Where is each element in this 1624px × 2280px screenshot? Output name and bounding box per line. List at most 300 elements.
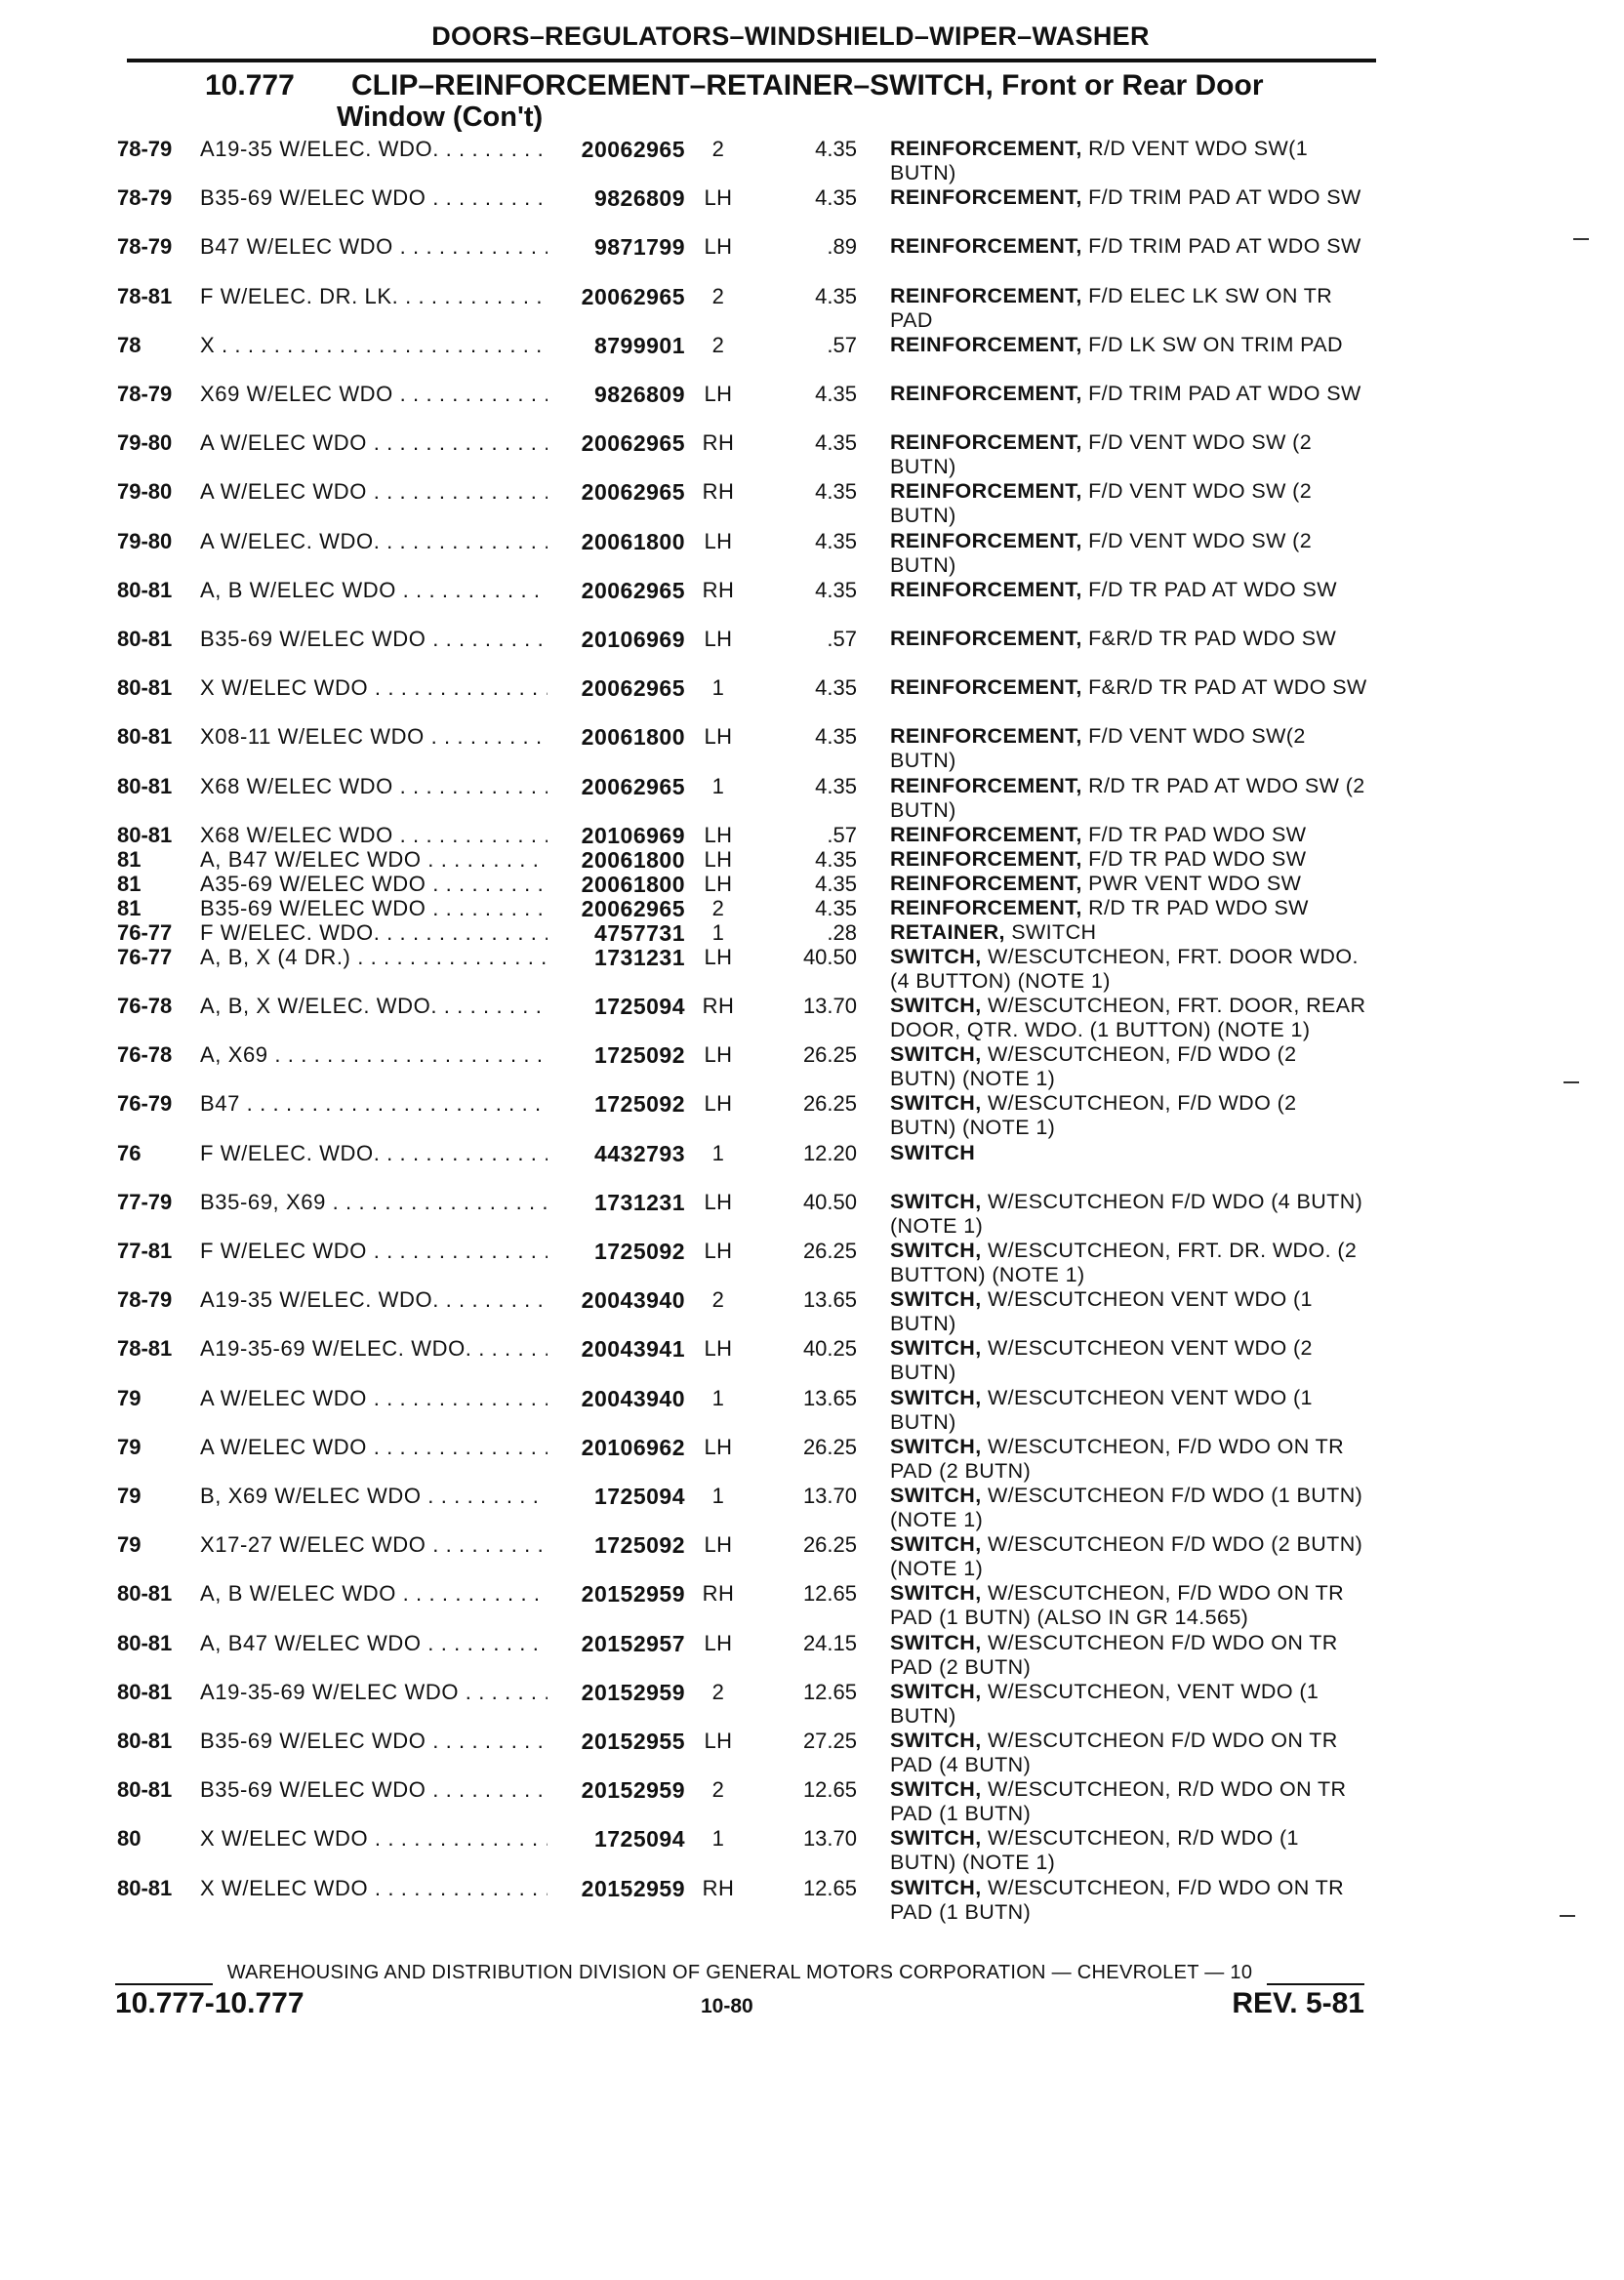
row-application: F W/ELEC. WDO. . . . (200, 920, 548, 946)
row-years: 76 (117, 1140, 142, 1165)
row-description-text: W/ESCUTCHEON VENT WDO (2 BUTN) (890, 1336, 1313, 1385)
row-description (890, 137, 1368, 185)
row-description-type: SWITCH, (890, 1091, 982, 1116)
footer-range: 10.777-10.777 (115, 1987, 304, 2019)
row-part-number: 20106969 (581, 627, 685, 652)
row-part-number: 20152955 (581, 1729, 685, 1754)
row-price: 12.65 (802, 1581, 857, 1607)
row-application: X08-11 W/ELEC WDO . . . (200, 724, 548, 750)
row-price: 26.25 (802, 1042, 857, 1068)
row-part-number: 1725092 (593, 1042, 685, 1069)
table-row (0, 994, 1624, 1042)
margin-mark (1560, 1915, 1575, 1917)
table-row (0, 847, 1624, 872)
row-description-type: REINFORCEMENT, (890, 871, 1082, 895)
table-row (0, 1729, 1624, 1777)
row-quantity: RH (702, 479, 735, 505)
row-price: 4.35 (815, 724, 857, 750)
row-years: 77-81 (117, 1239, 173, 1263)
row-description (890, 1876, 1368, 1925)
row-part-number: 20043940 (581, 1287, 685, 1314)
row-price: 4.35 (815, 773, 857, 798)
row-description-text: F/D VENT WDO SW (2 BUTN) (890, 430, 1313, 479)
row-application: B47 . . . (200, 1091, 548, 1117)
row-application: B35-69 W/ELEC WDO . . . (200, 185, 548, 211)
row-description-text: F/D TRIM PAD AT WDO SW (1088, 185, 1361, 210)
row-part-number: 1725092 (593, 1532, 685, 1559)
section-title-line2: Window (Con't) (337, 102, 544, 133)
row-description-type: RETAINER, (890, 919, 1005, 944)
row-description-type: SWITCH, (890, 1189, 982, 1213)
row-application: X68 W/ELEC WDO . . . (200, 774, 548, 799)
row-application: A19-35 W/ELEC. WDO. . . . (200, 1287, 548, 1313)
row-price: 13.65 (802, 1287, 857, 1313)
row-description (890, 479, 1368, 528)
row-years: 76-77 (117, 944, 173, 969)
row-description-type: SWITCH, (890, 1679, 982, 1703)
row-description-type: REINFORCEMENT, (890, 846, 1082, 871)
row-application: A19-35 W/ELEC. WDO. . . . (200, 137, 548, 162)
section-title-line1: CLIP–REINFORCEMENT–RETAINER–SWITCH, Front or Rear Door (351, 69, 1264, 102)
row-description-text: R/D VENT WDO SW(1 BUTN) (890, 137, 1309, 184)
table-row (0, 284, 1624, 333)
row-years: 80-81 (117, 822, 173, 847)
row-description-type: SWITCH, (890, 1729, 982, 1752)
row-description-type: REINFORCEMENT, (890, 675, 1082, 700)
row-description-type: SWITCH, (890, 1287, 982, 1312)
row-application: B47 W/ELEC WDO . . . (200, 234, 548, 260)
row-description (890, 1386, 1368, 1435)
row-description (890, 234, 1368, 259)
row-application: A, B W/ELEC WDO . . . (200, 1581, 548, 1607)
row-quantity: LH (704, 1091, 733, 1117)
row-years: 78-79 (117, 234, 173, 260)
table-row (0, 774, 1624, 823)
row-application: X . . . (200, 333, 548, 358)
row-description (890, 185, 1368, 210)
row-price: 4.35 (815, 479, 857, 505)
table-row (0, 1826, 1624, 1875)
footer-rule-right (1267, 1983, 1364, 1985)
row-description (890, 1042, 1368, 1091)
row-price: 4.35 (815, 137, 857, 161)
row-quantity: RH (702, 577, 735, 602)
row-price: 26.25 (802, 1091, 857, 1117)
row-price: 4.35 (815, 430, 857, 456)
row-price: 26.25 (802, 1532, 857, 1558)
row-description-text: F/D LK SW ON TRIM PAD (1088, 332, 1343, 356)
row-years: 79 (117, 1434, 142, 1459)
row-price: 40.25 (802, 1336, 857, 1362)
table-row (0, 1239, 1624, 1287)
row-years: 79 (117, 1484, 142, 1508)
row-description (890, 675, 1368, 700)
row-part-number: 20043940 (581, 1385, 685, 1411)
footer-division: WAREHOUSING AND DISTRIBUTION DIVISION OF GENERAL MOTORS CORPORATION — CHEVROLET — 10 (226, 1962, 1253, 1983)
row-quantity: LH (704, 1189, 733, 1214)
row-description (890, 284, 1368, 333)
row-description (890, 872, 1368, 896)
row-application: A, X69 . . . (200, 1042, 548, 1068)
row-description-text: W/ESCUTCHEON, FRT. DOOR, REAR DOOR, QTR. WDO. (1 BUTTON) (NOTE 1) (890, 994, 1366, 1041)
row-price: 24.15 (802, 1630, 857, 1655)
running-head: DOORS–REGULATORS–WINDSHIELD–WIPER–WASHER (431, 21, 1150, 51)
row-part-number: 20152959 (581, 1875, 685, 1901)
table-row (0, 1777, 1624, 1826)
row-quantity: RH (702, 994, 735, 1018)
table-row (0, 1287, 1624, 1336)
row-quantity: 2 (711, 1777, 725, 1803)
row-years: 79-80 (117, 430, 173, 456)
row-description-type: SWITCH, (890, 1630, 982, 1654)
row-application: F W/ELEC. DR. LK. . . . (200, 284, 548, 309)
row-application: X69 W/ELEC WDO . . . (200, 382, 548, 407)
table-row (0, 823, 1624, 847)
row-price: 12.65 (802, 1875, 857, 1900)
row-price: 13.70 (802, 1826, 857, 1852)
row-price: .57 (827, 822, 857, 847)
row-description (890, 1141, 1368, 1165)
row-description (890, 333, 1368, 357)
row-quantity: LH (704, 822, 733, 847)
row-price: 4.35 (815, 382, 857, 406)
row-part-number: 20152957 (581, 1630, 685, 1656)
row-application: X17-27 W/ELEC WDO . . . (200, 1532, 548, 1558)
row-years: 79-80 (117, 479, 173, 505)
row-description (890, 1287, 1368, 1336)
row-years: 78-79 (117, 1287, 173, 1313)
row-description (890, 724, 1368, 773)
table-row (0, 1680, 1624, 1729)
row-quantity: 1 (711, 1484, 725, 1508)
row-description (890, 1532, 1368, 1581)
row-quantity: 1 (711, 773, 725, 798)
row-part-number: 8799901 (593, 332, 685, 358)
row-part-number: 20062965 (581, 577, 685, 603)
row-quantity: RH (702, 1875, 735, 1900)
row-quantity: LH (704, 846, 733, 872)
row-part-number: 9826809 (593, 185, 685, 212)
row-price: 26.25 (802, 1434, 857, 1459)
row-description-text: W/ESCUTCHEON F/D WDO (1 BUTN) (NOTE 1) (890, 1484, 1363, 1531)
row-application: A W/ELEC WDO . . . (200, 1435, 548, 1460)
row-quantity: LH (704, 234, 733, 260)
row-application: A W/ELEC. WDO. . . . (200, 529, 548, 554)
row-application: B35-69 W/ELEC WDO . . . (200, 1777, 548, 1803)
row-description-type: SWITCH, (890, 1336, 982, 1361)
row-description-text: F&R/D TR PAD AT WDO SW (1088, 675, 1367, 700)
row-quantity: 2 (711, 283, 725, 308)
row-part-number: 20106969 (581, 822, 685, 848)
row-description-text: F/D TR PAD AT WDO SW (1088, 577, 1337, 601)
row-years: 78 (117, 332, 142, 357)
row-description (890, 1091, 1368, 1140)
row-quantity: LH (704, 871, 733, 896)
table-row (0, 430, 1624, 479)
row-description-text: W/ESCUTCHEON, F/D WDO (2 BUTN) (NOTE 1) (890, 1091, 1297, 1140)
row-years: 76-79 (117, 1091, 173, 1117)
row-description (890, 382, 1368, 406)
row-years: 80-81 (117, 675, 173, 701)
table-row (0, 1042, 1624, 1091)
row-part-number: 20062965 (581, 283, 685, 309)
row-application: A, B, X W/ELEC. WDO. . . . (200, 994, 548, 1019)
row-part-number: 20061800 (581, 724, 685, 751)
margin-mark (1573, 238, 1589, 240)
table-row (0, 1190, 1624, 1239)
row-price: 13.70 (802, 994, 857, 1018)
row-application: A35-69 W/ELEC WDO . . . (200, 872, 548, 897)
row-description-text: W/ESCUTCHEON, F/D WDO ON TR PAD (1 BUTN) (ALSO IN GR 14.565) (890, 1581, 1345, 1630)
row-years: 80-81 (117, 627, 173, 651)
row-years: 78-81 (117, 283, 173, 308)
row-description-type: SWITCH, (890, 1385, 982, 1409)
row-part-number: 4432793 (593, 1140, 685, 1166)
row-application: A W/ELEC WDO . . . (200, 430, 548, 456)
row-quantity: LH (704, 1434, 733, 1459)
row-price: 26.25 (802, 1239, 857, 1263)
row-years: 80-81 (117, 1630, 173, 1655)
row-part-number: 20062965 (581, 895, 685, 921)
row-quantity: LH (704, 1042, 733, 1068)
row-quantity: LH (704, 724, 733, 750)
row-price: 4.35 (815, 577, 857, 602)
row-years: 81 (117, 871, 142, 896)
row-description-type: REINFORCEMENT, (890, 528, 1082, 552)
row-description-text: W/ESCUTCHEON, R/D WDO (1 BUTN) (NOTE 1) (890, 1826, 1299, 1875)
row-price: .57 (827, 627, 857, 651)
row-description-text: F/D TRIM PAD AT WDO SW (1088, 382, 1361, 405)
row-description-text: F/D TRIM PAD AT WDO SW (1088, 234, 1361, 259)
row-description-type: REINFORCEMENT, (890, 283, 1082, 307)
row-description-text: SWITCH (1011, 919, 1097, 944)
row-description-type: REINFORCEMENT, (890, 382, 1082, 405)
table-row (0, 896, 1624, 920)
table-row (0, 1581, 1624, 1630)
table-row (0, 1386, 1624, 1435)
row-quantity: 2 (711, 1287, 725, 1313)
row-description-text: F/D VENT WDO SW (2 BUTN) (890, 528, 1313, 577)
row-part-number: 20106962 (581, 1434, 685, 1460)
row-description (890, 823, 1368, 847)
row-part-number: 20061800 (581, 528, 685, 554)
row-years: 80-81 (117, 577, 173, 602)
row-description-type: SWITCH, (890, 1875, 982, 1899)
row-description (890, 529, 1368, 578)
row-part-number: 1731231 (593, 944, 685, 970)
table-row (0, 185, 1624, 234)
row-years: 80-81 (117, 773, 173, 798)
table-row (0, 724, 1624, 773)
row-description-text: W/ESCUTCHEON, VENT WDO (1 BUTN) (890, 1679, 1320, 1728)
row-description (890, 847, 1368, 872)
footer-page: 10-80 (701, 1995, 753, 2017)
row-description-text: F/D VENT WDO SW (2 BUTN) (890, 479, 1313, 528)
row-description-text: W/ESCUTCHEON F/D WDO ON TR PAD (4 BUTN) (890, 1729, 1338, 1776)
row-description-type: SWITCH, (890, 1239, 982, 1262)
row-description-text: W/ESCUTCHEON, F/D WDO ON TR PAD (2 BUTN) (890, 1434, 1345, 1483)
row-price: 12.65 (802, 1679, 857, 1704)
row-price: 4.35 (815, 185, 857, 211)
row-quantity: 2 (711, 895, 725, 920)
row-price: 40.50 (802, 1189, 857, 1214)
row-application: X W/ELEC WDO . . . (200, 675, 548, 701)
row-application: A19-35-69 W/ELEC WDO . . . (200, 1680, 548, 1705)
row-description-type: REINFORCEMENT, (890, 430, 1082, 455)
table-row (0, 1876, 1624, 1925)
row-description (890, 994, 1368, 1042)
row-description-type: REINFORCEMENT, (890, 577, 1082, 601)
row-description-type: REINFORCEMENT, (890, 627, 1082, 650)
table-row (0, 1631, 1624, 1680)
row-description-text: R/D TR PAD AT WDO SW (2 BUTN) (890, 773, 1365, 822)
footer-revision: REV. 5-81 (1232, 1987, 1364, 2019)
row-price: 4.35 (815, 895, 857, 920)
row-description (890, 430, 1368, 479)
row-part-number: 20062965 (581, 773, 685, 799)
row-description-type: REINFORCEMENT, (890, 479, 1082, 504)
row-years: 78-79 (117, 137, 173, 161)
row-price: 4.35 (815, 283, 857, 308)
row-years: 81 (117, 846, 142, 872)
row-part-number: 20062965 (581, 137, 685, 162)
row-description-type: REINFORCEMENT, (890, 185, 1082, 210)
row-application: X W/ELEC WDO . . . (200, 1826, 548, 1852)
row-part-number: 20152959 (581, 1581, 685, 1608)
row-application: B35-69 W/ELEC WDO . . . (200, 896, 548, 921)
row-price: 4.35 (815, 675, 857, 701)
row-price: 13.65 (802, 1385, 857, 1410)
row-price: .57 (827, 332, 857, 357)
table-row (0, 1484, 1624, 1532)
row-quantity: 2 (711, 137, 725, 161)
row-quantity: LH (704, 1729, 733, 1753)
row-description-text: F/D ELEC LK SW ON TR PAD (890, 283, 1333, 332)
row-part-number: 20152959 (581, 1679, 685, 1705)
row-application: B35-69, X69 . . . (200, 1190, 548, 1215)
row-application: X W/ELEC WDO . . . (200, 1876, 548, 1901)
table-row (0, 1141, 1624, 1190)
row-description-type: SWITCH, (890, 994, 982, 1017)
row-price: 12.20 (802, 1140, 857, 1165)
table-row (0, 675, 1624, 724)
table-row (0, 1532, 1624, 1581)
row-quantity: LH (704, 185, 733, 211)
table-row (0, 627, 1624, 675)
row-description-type: SWITCH, (890, 1434, 982, 1458)
row-description (890, 1581, 1368, 1630)
row-price: .28 (827, 919, 857, 945)
section-number: 10.777 (205, 69, 295, 102)
row-description-text: R/D TR PAD WDO SW (1088, 895, 1309, 919)
row-years: 80 (117, 1826, 142, 1852)
row-quantity: 1 (711, 1385, 725, 1410)
row-part-number: 1725094 (593, 1826, 685, 1852)
row-quantity: LH (704, 1630, 733, 1655)
row-part-number: 9871799 (593, 234, 685, 261)
row-quantity: LH (704, 944, 733, 969)
row-description (890, 945, 1368, 994)
row-application: F W/ELEC WDO . . . (200, 1239, 548, 1264)
row-part-number: 20061800 (581, 846, 685, 873)
table-row (0, 1435, 1624, 1484)
row-description (890, 1336, 1368, 1385)
row-description-type: SWITCH, (890, 1826, 982, 1851)
row-years: 77-79 (117, 1189, 173, 1214)
row-years: 79 (117, 1532, 142, 1558)
row-description-text: W/ESCUTCHEON F/D WDO (4 BUTN) (NOTE 1) (890, 1189, 1363, 1238)
row-part-number: 20152959 (581, 1777, 685, 1804)
row-description (890, 627, 1368, 651)
table-row (0, 529, 1624, 578)
row-application: A19-35-69 W/ELEC. WDO. . . . (200, 1336, 548, 1362)
row-description-type: REINFORCEMENT, (890, 234, 1082, 259)
row-price: 13.70 (802, 1484, 857, 1508)
row-price: 4.35 (815, 846, 857, 872)
table-row (0, 1336, 1624, 1385)
row-description-text: W/ESCUTCHEON F/D WDO ON TR PAD (2 BUTN) (890, 1630, 1338, 1679)
row-years: 76-77 (117, 919, 173, 945)
row-part-number: 1725094 (593, 1484, 685, 1509)
row-quantity: 1 (711, 919, 725, 945)
row-quantity: 1 (711, 1140, 725, 1165)
row-description (890, 774, 1368, 823)
row-application: A, B, X (4 DR.) . . . (200, 945, 548, 970)
table-row (0, 578, 1624, 627)
row-quantity: LH (704, 1336, 733, 1362)
table-row (0, 945, 1624, 994)
row-description-type: REINFORCEMENT, (890, 822, 1082, 846)
row-years: 80-81 (117, 1777, 173, 1803)
row-description (890, 1190, 1368, 1239)
row-description-text: F/D VENT WDO SW(2 BUTN) (890, 724, 1306, 773)
row-application: A, B47 W/ELEC WDO . . . (200, 1631, 548, 1656)
row-description-text: W/ESCUTCHEON VENT WDO (1 BUTN) (890, 1385, 1313, 1434)
row-description-text: F/D TR PAD WDO SW (1088, 846, 1307, 871)
row-part-number: 1725092 (593, 1239, 685, 1264)
row-description-text: W/ESCUTCHEON F/D WDO (2 BUTN) (NOTE 1) (890, 1532, 1363, 1581)
row-application: A, B47 W/ELEC WDO . . . (200, 847, 548, 873)
row-description (890, 896, 1368, 920)
row-description-text: W/ESCUTCHEON, FRT. DR. WDO. (2 BUTTON) (NOTE 1) (890, 1239, 1358, 1286)
row-application: B35-69 W/ELEC WDO . . . (200, 627, 548, 652)
row-quantity: 2 (711, 1679, 725, 1704)
row-price: 40.50 (802, 944, 857, 969)
row-price: .89 (827, 234, 857, 260)
row-description-text: F/D TR PAD WDO SW (1088, 822, 1307, 846)
row-description (890, 1680, 1368, 1729)
table-row (0, 333, 1624, 382)
row-description-type: SWITCH, (890, 1581, 982, 1606)
table-row (0, 382, 1624, 430)
table-row (0, 137, 1624, 185)
row-description-type: SWITCH, (890, 1042, 982, 1067)
row-description (890, 1631, 1368, 1680)
row-description-text: W/ESCUTCHEON, FRT. DOOR WDO. (4 BUTTON) (NOTE 1) (890, 944, 1359, 993)
row-years: 78-79 (117, 185, 173, 211)
row-description-type: REINFORCEMENT, (890, 895, 1082, 919)
table-row (0, 234, 1624, 283)
row-part-number: 20043941 (581, 1336, 685, 1363)
row-application: A W/ELEC WDO . . . (200, 1386, 548, 1411)
row-quantity: RH (702, 430, 735, 456)
row-part-number: 4757731 (593, 919, 685, 946)
row-quantity: LH (704, 1532, 733, 1558)
row-quantity: RH (702, 1581, 735, 1607)
row-price: 12.65 (802, 1777, 857, 1803)
row-description (890, 1826, 1368, 1875)
row-description-text: W/ESCUTCHEON VENT WDO (1 BUTN) (890, 1287, 1313, 1336)
